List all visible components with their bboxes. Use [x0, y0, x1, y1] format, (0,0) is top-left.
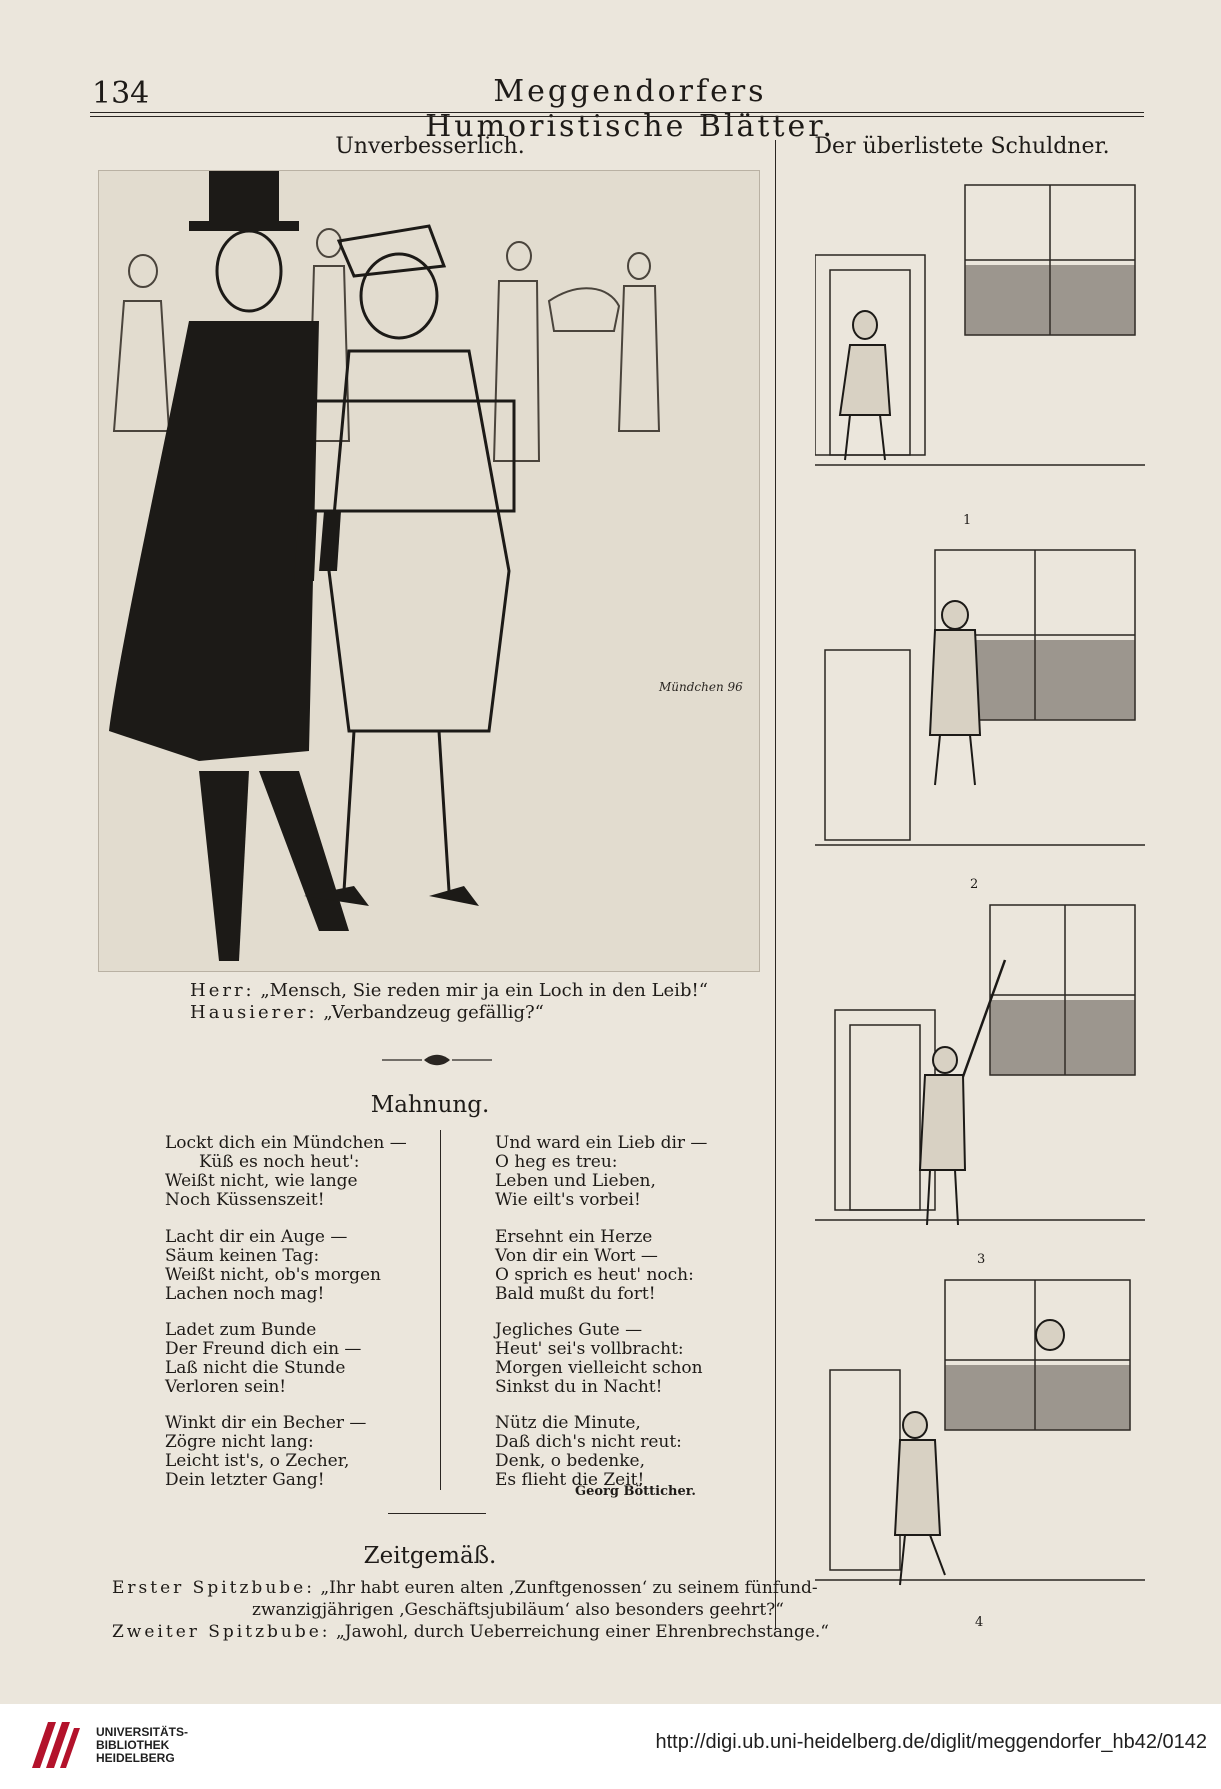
anecdote-line-2 [252, 1600, 784, 1620]
poem-line: Bald mußt du fort! [495, 1284, 656, 1304]
running-title: Meggendorfers Humoristische Blätter. [425, 74, 835, 144]
poem-line: Lockt dich ein Mündchen — [165, 1133, 407, 1153]
anecdote-speaker: Zweiter Spitzbube: [112, 1622, 331, 1642]
dialog-line-1 [190, 980, 708, 1001]
column-divider [775, 140, 776, 1630]
comic-panel-1 [815, 175, 1145, 528]
anecdote-title: Zeitgemäß. [363, 1543, 497, 1569]
poem-line: Daß dich's nicht reut: [495, 1432, 682, 1452]
footer-bar [0, 1704, 1221, 1789]
panel-number: 2 [970, 877, 979, 892]
ornament-divider [382, 1052, 492, 1068]
poem-line: Ladet zum Bunde [165, 1320, 317, 1340]
poem-stanza-left-2 [165, 1228, 381, 1304]
dialog-line-2 [190, 1002, 544, 1023]
header-rule-thin [90, 116, 1144, 117]
poem-stanza-right-2 [495, 1228, 694, 1304]
poem-line: Sinkst du in Nacht! [495, 1377, 663, 1397]
poem-line: Zögre nicht lang: [165, 1432, 314, 1452]
poem-line: Winkt dir ein Becher — [165, 1413, 367, 1433]
dialog-speaker: Herr: [190, 980, 255, 1001]
panel-number: 3 [977, 1252, 986, 1267]
poem-line: Der Freund dich ein — [165, 1339, 362, 1359]
dialog-text: „Mensch, Sie reden mir ja ein Loch in den Leib!“ [260, 980, 708, 1001]
street-scene-sketch [99, 171, 759, 971]
poem-line: Verloren sein! [165, 1377, 287, 1397]
panel-number: 4 [975, 1615, 984, 1630]
anecdote-text: „Ihr habt euren alten ‚Zunftgenossen‘ zu seinem fünfund- [320, 1578, 818, 1598]
poem-line: Lacht dir ein Auge — [165, 1227, 348, 1247]
panel-sketch [815, 1275, 1145, 1620]
anecdote-text: zwanzigjährigen ‚Geschäftsjubiläum‘ also besonders geehrt?“ [252, 1600, 784, 1620]
source-url-link[interactable]: http://digi.ub.uni-heidelberg.de/diglit/meggendorfer_hb42/0142 [655, 1731, 1207, 1753]
library-name-line: UNIVERSITÄTS- [96, 1725, 189, 1739]
poem-line: Lachen noch mag! [165, 1284, 325, 1304]
article-title-left: Unverbesserlich. [335, 134, 525, 159]
article-title-right: Der überlistete Schuldner. [814, 134, 1110, 159]
poem-line: Von dir ein Wort — [495, 1246, 658, 1266]
poem-stanza-right-3 [495, 1321, 703, 1397]
panel-sketch [815, 900, 1145, 1250]
poem-stanza-right-1 [495, 1134, 707, 1210]
anecdote-text: „Jawohl, durch Ueberreichung einer Ehrenbrechstange.“ [335, 1622, 830, 1642]
main-illustration [98, 170, 760, 972]
poem-stanza-right-4 [495, 1414, 682, 1490]
poem-line: Laß nicht die Stunde [165, 1358, 346, 1378]
page-number: 134 [92, 76, 150, 111]
panel-sketch [815, 545, 1145, 875]
header-rule [90, 112, 1144, 113]
poem-line: Küß es noch heut': [199, 1152, 360, 1172]
poem-line: O sprich es heut' noch: [495, 1265, 694, 1285]
comic-panel-2 [815, 545, 1145, 892]
poem-author: Georg Bötticher. [575, 1484, 696, 1499]
poem-stanza-left-3 [165, 1321, 361, 1397]
poem-line: Jegliches Gute — [495, 1320, 643, 1340]
poem-line: Wie eilt's vorbei! [495, 1190, 641, 1210]
library-name [96, 1726, 188, 1765]
poem-line: Heut' sei's vollbracht: [495, 1339, 684, 1359]
poem-line: Dein letzter Gang! [165, 1470, 325, 1490]
section-rule [388, 1513, 486, 1514]
poem-line: Denk, o bedenke, [495, 1451, 645, 1471]
poem-line: Weißt nicht, ob's morgen [165, 1265, 381, 1285]
poem-line: Leicht ist's, o Zecher, [165, 1451, 350, 1471]
poem-line: Morgen vielleicht schon [495, 1358, 703, 1378]
poem-title: Mahnung. [370, 1092, 490, 1118]
poem-line: Weißt nicht, wie lange [165, 1171, 358, 1191]
dialog-speaker: Hausierer: [190, 1002, 318, 1023]
poem-column-divider [440, 1130, 441, 1490]
poem-line: Säum keinen Tag: [165, 1246, 320, 1266]
poem-stanza-left-4 [165, 1414, 366, 1490]
anecdote-line-3 [112, 1622, 829, 1642]
poem-line: O heg es treu: [495, 1152, 618, 1172]
anecdote-line-1 [112, 1578, 818, 1598]
dialog-text: „Verbandzeug gefällig?“ [323, 1002, 544, 1023]
library-logo-icon [26, 1716, 84, 1776]
poem-line: Und ward ein Lieb dir — [495, 1133, 708, 1153]
artist-signature: Mündchen 96 [659, 680, 743, 694]
library-name-line: BIBLIOTHEK [96, 1738, 170, 1752]
poem-line: Nütz die Minute, [495, 1413, 641, 1433]
panel-number: 1 [963, 513, 972, 528]
poem-line: Leben und Lieben, [495, 1171, 656, 1191]
poem-line: Ersehnt ein Herze [495, 1227, 653, 1247]
comic-panel-4 [815, 1275, 1145, 1630]
library-name-line: HEIDELBERG [96, 1751, 175, 1765]
anecdote-speaker: Erster Spitzbube: [112, 1578, 315, 1598]
panel-sketch [815, 175, 1145, 505]
poem-line: Noch Küssenszeit! [165, 1190, 325, 1210]
poem-stanza-left-1 [165, 1134, 407, 1210]
poem-line: Es flieht die Zeit! [495, 1470, 645, 1490]
comic-panel-3 [815, 900, 1145, 1267]
